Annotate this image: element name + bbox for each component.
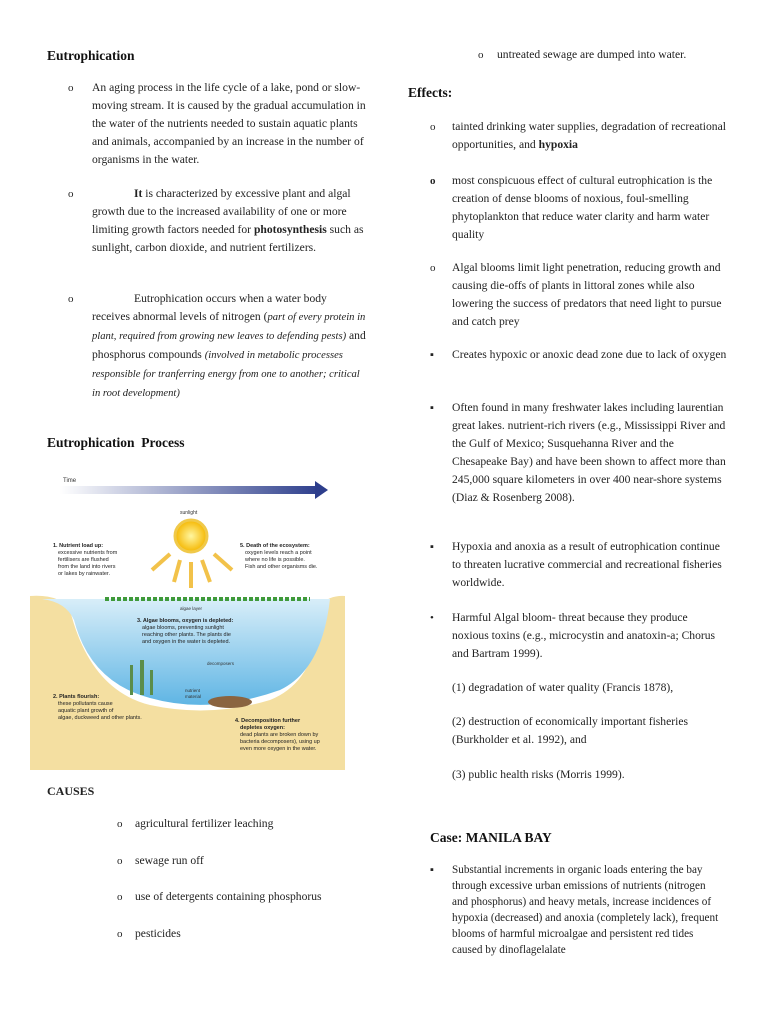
italic-note: (involved in metabolic processes responsible for tranferring energy from one to another; critical in root development) <box>92 350 360 399</box>
svg-text:depletes oxygen:: depletes oxygen: <box>240 725 285 731</box>
cause-item: pesticides <box>135 927 181 940</box>
svg-text:even more oxygen in the water.: even more oxygen in the water. <box>240 746 317 752</box>
cause-item: sewage run off <box>135 854 204 867</box>
cause-item: agricultural fertilizer leaching <box>135 817 274 830</box>
sub-item: (2) destruction of economically important fisheries (Burkholder et al. 1992), and <box>452 715 688 746</box>
definition-paragraph: An aging process in the life cycle of a lake, pond or slow-moving stream. It is caused by the gradual accumulation in the water of the nutrients needed to sustain aquatic plants and animals, accompanied by an increase in the number of organisms in the water. <box>92 81 366 166</box>
time-arrow-head <box>315 481 328 499</box>
decomposing-matter <box>208 696 252 708</box>
step-1-label <box>53 543 118 577</box>
time-arrow <box>60 486 320 494</box>
text: tainted drinking water supplies, degradation of recreational opportunities, and <box>452 120 726 151</box>
step-5-label <box>240 543 318 570</box>
bullet-marker: o <box>117 855 123 867</box>
heading-case-manila-bay: Case: MANILA BAY <box>430 830 552 845</box>
svg-text:fertilisers are flushed: fertilisers are flushed <box>58 557 109 563</box>
bullet-marker: o <box>117 891 123 903</box>
bold-term: hypoxia <box>538 138 578 151</box>
bullet-marker: o <box>430 175 436 187</box>
bullet-marker: ▪ <box>430 541 434 553</box>
bullet-marker: o <box>478 49 484 61</box>
svg-text:4. Decomposition further: 4. Decomposition further <box>235 718 301 724</box>
bullet-marker: o <box>117 818 123 830</box>
svg-text:1. Nutrient load up:: 1. Nutrient load up: <box>53 543 104 549</box>
italic-note: part of every protein in plant, required from growing new leaves to defending pests) <box>92 312 366 342</box>
bullet-marker: o <box>430 121 436 133</box>
effect-item: Hypoxia and anoxia as a result of eutrophication continue to threaten lucrative commercial and recreational fisheries worldwide. <box>452 540 722 589</box>
svg-text:aquatic plant growth of: aquatic plant growth of <box>58 708 114 714</box>
bullet-marker: o <box>68 82 74 94</box>
text: such as sunlight, carbon dioxide, and nutrient fertilizers. <box>92 223 364 254</box>
eutrophication-diagram <box>30 470 350 770</box>
text: is characterized by excessive plant and algal growth due to the increased availability of one or more limiting growth factors needed for <box>92 187 351 236</box>
occurrence-paragraph <box>92 290 367 403</box>
svg-text:Fish and other organisms die.: Fish and other organisms die. <box>245 564 318 570</box>
material-label: material <box>185 694 202 699</box>
svg-text:excessive nutrients from: excessive nutrients from <box>58 550 118 556</box>
svg-text:from the land into rivers: from the land into rivers <box>58 564 116 570</box>
sunlight-label: sunlight <box>180 510 198 516</box>
bold-term: photosynthesis <box>253 223 327 236</box>
text: and phosphorus compounds <box>92 329 366 361</box>
heading-process: Eutrophication Process <box>47 435 185 450</box>
characteristics-paragraph <box>92 185 367 257</box>
heading-causes: CAUSES <box>47 784 95 798</box>
text: Eutrophication occurs when a water body receives abnormal levels of nitrogen ( <box>92 292 327 323</box>
svg-text:or lakes by rainwater.: or lakes by rainwater. <box>58 571 110 577</box>
heading-eutrophication: Eutrophication <box>47 48 135 63</box>
svg-text:where no life is possible.: where no life is possible. <box>245 557 305 563</box>
time-label: Time <box>63 478 77 484</box>
cause-item: use of detergents containing phosphorus <box>135 890 322 903</box>
effect-item: most conspicuous effect of cultural eutrophication is the creation of dense blooms of noxious, foul-smelling phytoplankton that reduce water clarity and harm water quality <box>452 174 713 241</box>
bullet-marker: ▪ <box>430 864 434 876</box>
bullet-marker: o <box>68 293 74 305</box>
sun-icon <box>175 520 207 552</box>
effect-item: Harmful Algal bloom- threat because they produce noxious toxins (e.g., microcystin and anatoxin-a; Chorus and Bartram 1999). <box>452 611 716 660</box>
svg-text:5. Death of the ecosystem:: 5. Death of the ecosystem: <box>240 543 310 549</box>
svg-text:algae, duckweed and other plan: algae, duckweed and other plants. <box>58 715 142 721</box>
svg-text:these pollutants cause: these pollutants cause <box>58 701 113 707</box>
effect-item: Algal blooms limit light penetration, reducing growth and causing die-offs of plants in littoral zones while also lowering the success of predators that need light to pursue and catch prey <box>452 261 722 328</box>
bullet-marker: o <box>117 928 123 940</box>
lead-word: It <box>134 187 143 200</box>
svg-text:3. Algae blooms, oxygen is dep: 3. Algae blooms, oxygen is depleted: <box>137 618 234 624</box>
svg-text:and oxygen in the water is dep: and oxygen in the water is depleted. <box>142 639 231 645</box>
nutrient-label: nutrient <box>185 688 201 693</box>
svg-text:dead plants are broken down by: dead plants are broken down by <box>240 732 319 738</box>
bullet-marker: • <box>430 612 434 624</box>
effect-item: Often found in many freshwater lakes including laurentian great lakes. nutrient-rich rivers (e.g., Mississippi River and the Gulf of Mexico; Susquehanna River and the Chesapeake Bay) and have been shown to affect more than 245,000 square kilometers in over 400 near-shore systems (Diaz & Rosenberg 2008). <box>452 401 726 504</box>
svg-text:algae blooms, preventing sunli: algae blooms, preventing sunlight <box>142 625 224 631</box>
svg-text:bacteria decomposers), using u: bacteria decomposers), using up <box>240 739 320 745</box>
effect-item: Creates hypoxic or anoxic dead zone due to lack of oxygen <box>452 348 727 361</box>
bullet-marker: o <box>430 262 436 274</box>
sunlight-rays <box>152 554 232 588</box>
sub-item: (1) degradation of water quality (Francis 1878), <box>452 681 674 694</box>
bullet-marker: o <box>68 188 74 200</box>
svg-text:2. Plants flourish:: 2. Plants flourish: <box>53 694 100 700</box>
step-3-label <box>137 618 234 645</box>
sub-item: (3) public health risks (Morris 1999). <box>452 768 625 781</box>
cause-item-sewage: untreated sewage are dumped into water. <box>497 48 687 61</box>
svg-text:oxygen levels reach a point: oxygen levels reach a point <box>245 550 312 556</box>
heading-effects: Effects: <box>408 85 453 100</box>
case-paragraph: Substantial increments in organic loads entering the bay through excessive urban emissions of nutrients (nitrogen and phosphorus) and heavy metals, increase incidences of hypoxia (decreased) and anoxia (completely lack), frequent blooms of harmful microalgae and persistent red tides caused by dinoflagelalate <box>452 864 719 956</box>
algae-layer-label: algae layer <box>180 606 203 611</box>
bullet-marker: ▪ <box>430 349 434 361</box>
effect-item <box>452 118 727 154</box>
decomposers-label: decomposers <box>207 661 235 666</box>
svg-text:reaching other plants. The pla: reaching other plants. The plants die <box>142 632 231 638</box>
bullet-marker: ▪ <box>430 402 434 414</box>
